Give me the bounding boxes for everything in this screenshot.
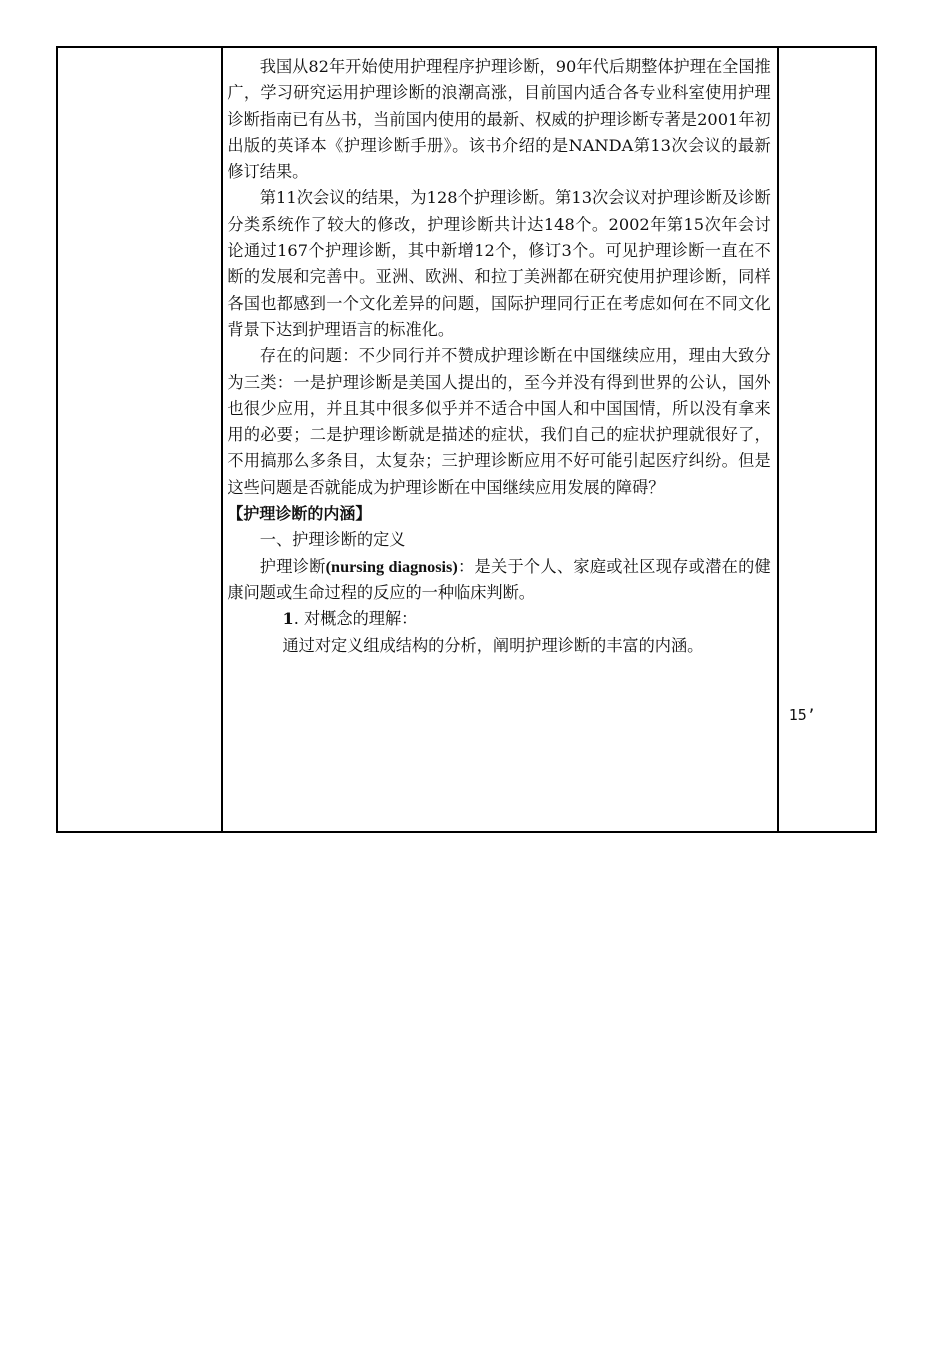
time-cell <box>778 47 876 832</box>
paragraph-problems: 存在的问题：不少同行并不赞成护理诊断在中国继续应用，理由大致分为三类：一是护理诊断是美国人提出的，至今并没有得到世界的公认，国外也很少应用，并且其中很多似乎并不适合中国人和中国国情，所以没有拿来用的必要；二是护理诊断就是描述的症状，我们自己的症状护理就很好了，不用搞那么多条目，太复杂；三护理诊断应用不好可能引起医疗纠纷。但是这些问题是否就能成为护理诊断在中国继续应用发展的障碍？ <box>227 346 771 497</box>
time-allocation: 15’ <box>788 706 816 724</box>
concept-point <box>227 606 770 632</box>
definition-paragraph <box>227 554 770 607</box>
lesson-plan-table <box>56 46 877 833</box>
closing-paragraph: 通过对定义组成结构的分析，阐明护理诊断的丰富的内涵。 <box>282 635 704 655</box>
definition-text: ：是关于个人、家庭或社区现存或潜在的健康问题或生命过程的反应的一种临床判断。 <box>227 556 771 602</box>
point-text: . 对概念的理解： <box>293 609 418 629</box>
section-heading: 【护理诊断的内涵】 <box>227 504 372 524</box>
sub-heading-definition: 一、护理诊断的定义 <box>259 530 406 550</box>
paragraph-conferences: 第11次会议的结果，为128个护理诊断。第13次会议对护理诊断及诊断分类系统作了较大的修改，护理诊断共计达148个。2002年第15次年会讨论通过167个护理诊断，其中新增12个，修订3个。可见护理诊断一直在不断的发展和完善中。亚洲、欧洲、和拉丁美洲都在研究使用护理诊断，同样各国也都感到一个文化差异的问题，国际护理同行正在考虑如何在不同文化背景下达到护理语言的标准化。 <box>227 188 771 339</box>
point-number: 1 <box>282 609 294 629</box>
definition-english-term: (nursing diagnosis) <box>325 557 458 576</box>
definition-term: 护理诊断 <box>259 556 326 576</box>
content-cell <box>222 47 777 832</box>
paragraph-history: 我国从82年开始使用护理程序护理诊断，90年代后期整体护理在全国推广，学习研究运用护理诊断的浪潮高涨，目前国内适合各专业科室使用护理诊断指南已有丛书，当前国内使用的最新、权威的护理诊断专著是2001年初出版的英译本《护理诊断手册》。该书介绍的是NANDA第13次会议的最新修订结果。 <box>227 57 771 182</box>
empty-left-cell <box>57 47 222 832</box>
table-row <box>57 47 876 832</box>
